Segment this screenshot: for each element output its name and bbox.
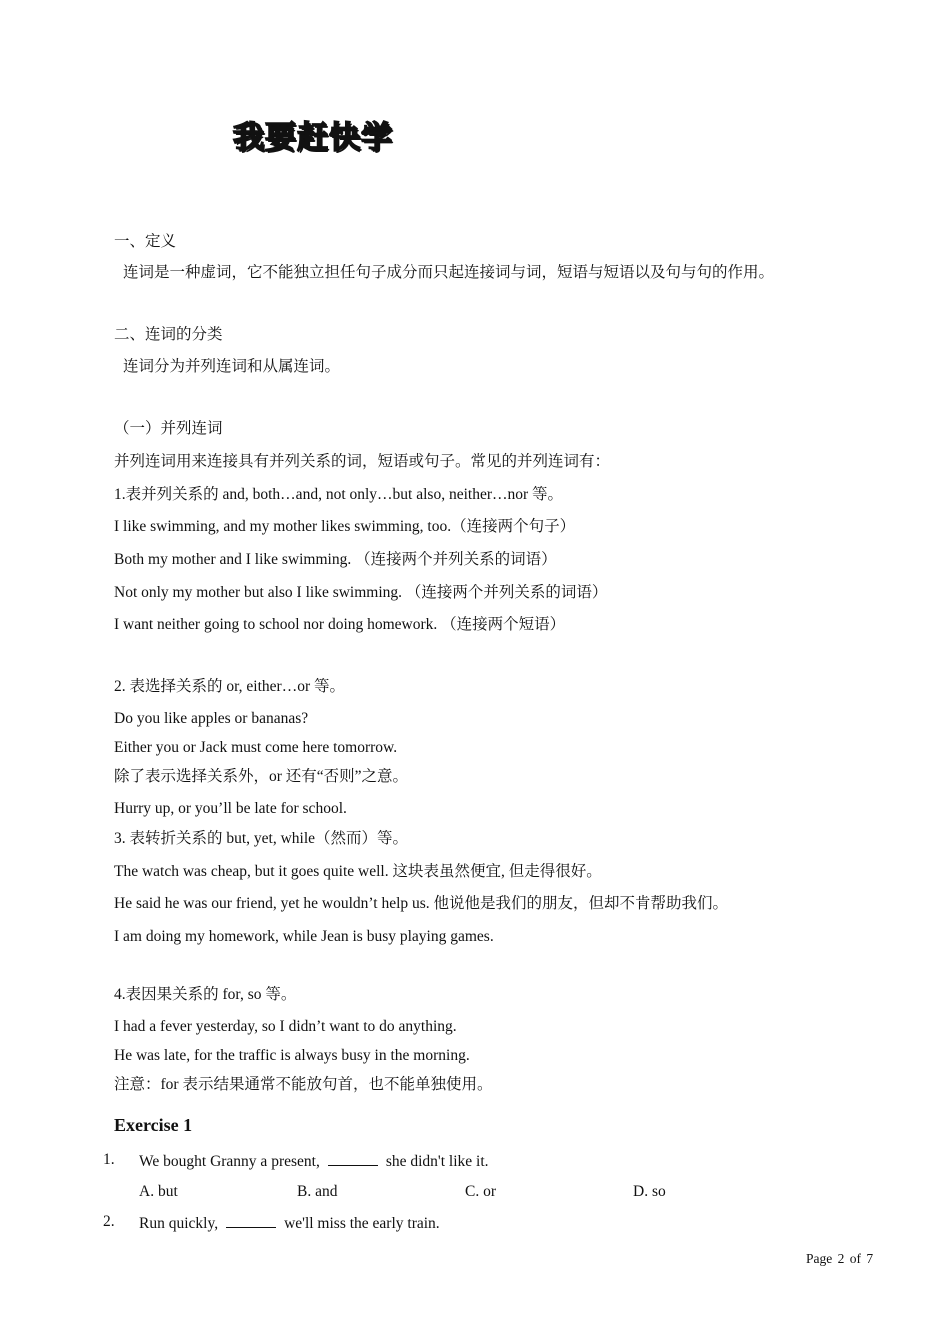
page-footer: Page 2 of 7 [806,1251,874,1266]
point-1-title: 1.表并列关系的 and, both…and, not only…but also, neither…nor 等。 [114,486,564,503]
point-4-example-2: He was late, for the traffic is always busy in the morning. [114,1047,470,1064]
classification-heading: 二、连词的分类 [114,326,223,343]
point-1-example-4: I want neither going to school nor doing homework. （连接两个短语） [114,616,566,633]
question-1-option-a: A. but [139,1183,178,1200]
question-1-before: We bought Granny a present, [139,1153,320,1170]
question-1-option-c: C. or [465,1183,496,1200]
question-2-after: we'll miss the early train. [284,1215,440,1232]
point-3-title: 3. 表转折关系的 but, yet, while（然而）等。 [114,830,409,847]
point-1-example-1: I like swimming, and my mother likes swimming, too.（连接两个句子） [114,518,576,535]
point-4-title: 4.表因果关系的 for, so 等。 [114,986,297,1003]
question-2-text [139,1213,440,1233]
point-4-example-1: I had a fever yesterday, so I didn’t want to do anything. [114,1018,457,1035]
question-1-number: 1. [103,1151,115,1168]
point-3-example-1: The watch was cheap, but it goes quite well. 这块表虽然便宜, 但走得很好。 [114,863,602,880]
point-2-note: 除了表示选择关系外，or 还有“否则”之意。 [114,768,409,785]
point-2-example-1: Do you like apples or bananas? [114,710,309,727]
point-4-note: 注意：for 表示结果通常不能放句首，也不能单独使用。 [114,1076,493,1093]
coordinating-heading: （一）并列连词 [114,420,223,437]
point-1-example-2: Both my mother and I like swimming. （连接两个并列关系的词语） [114,551,557,568]
question-1-text [139,1151,489,1171]
point-3-example-2: He said he was our friend, yet he wouldn’t help us. 他说他是我们的朋友，但却不肯帮助我们。 [114,895,729,912]
point-2-example-3: Hurry up, or you’ll be late for school. [114,800,347,817]
definition-heading: 一、定义 [114,233,177,250]
question-2-number: 2. [103,1213,115,1230]
question-1-option-b: B. and [297,1183,338,1200]
coordinating-intro: 并列连词用来连接具有并列关系的词，短语或句子。常见的并列连词有： [114,453,611,470]
question-2-blank [226,1213,276,1228]
question-2-before: Run quickly, [139,1215,219,1232]
classification-text: 连词分为并列连词和从属连词。 [123,358,341,375]
point-2-example-2: Either you or Jack must come here tomorrow. [114,739,398,756]
question-1-blank [328,1151,378,1166]
point-2-title: 2. 表选择关系的 or, either…or 等。 [114,678,345,695]
question-1-after: she didn't like it. [385,1153,489,1170]
definition-text: 连词是一种虚词，它不能独立担任句子成分而只起连接词与词，短语与短语以及句与句的作用。 [123,264,775,281]
point-1-example-3: Not only my mother but also I like swimming. （连接两个并列关系的词语） [114,584,608,601]
question-1-option-d: D. so [633,1183,666,1200]
page-title: 我要赶快学 [233,120,393,156]
exercise-heading: Exercise 1 [114,1115,193,1135]
point-3-example-3: I am doing my homework, while Jean is busy playing games. [114,928,494,945]
